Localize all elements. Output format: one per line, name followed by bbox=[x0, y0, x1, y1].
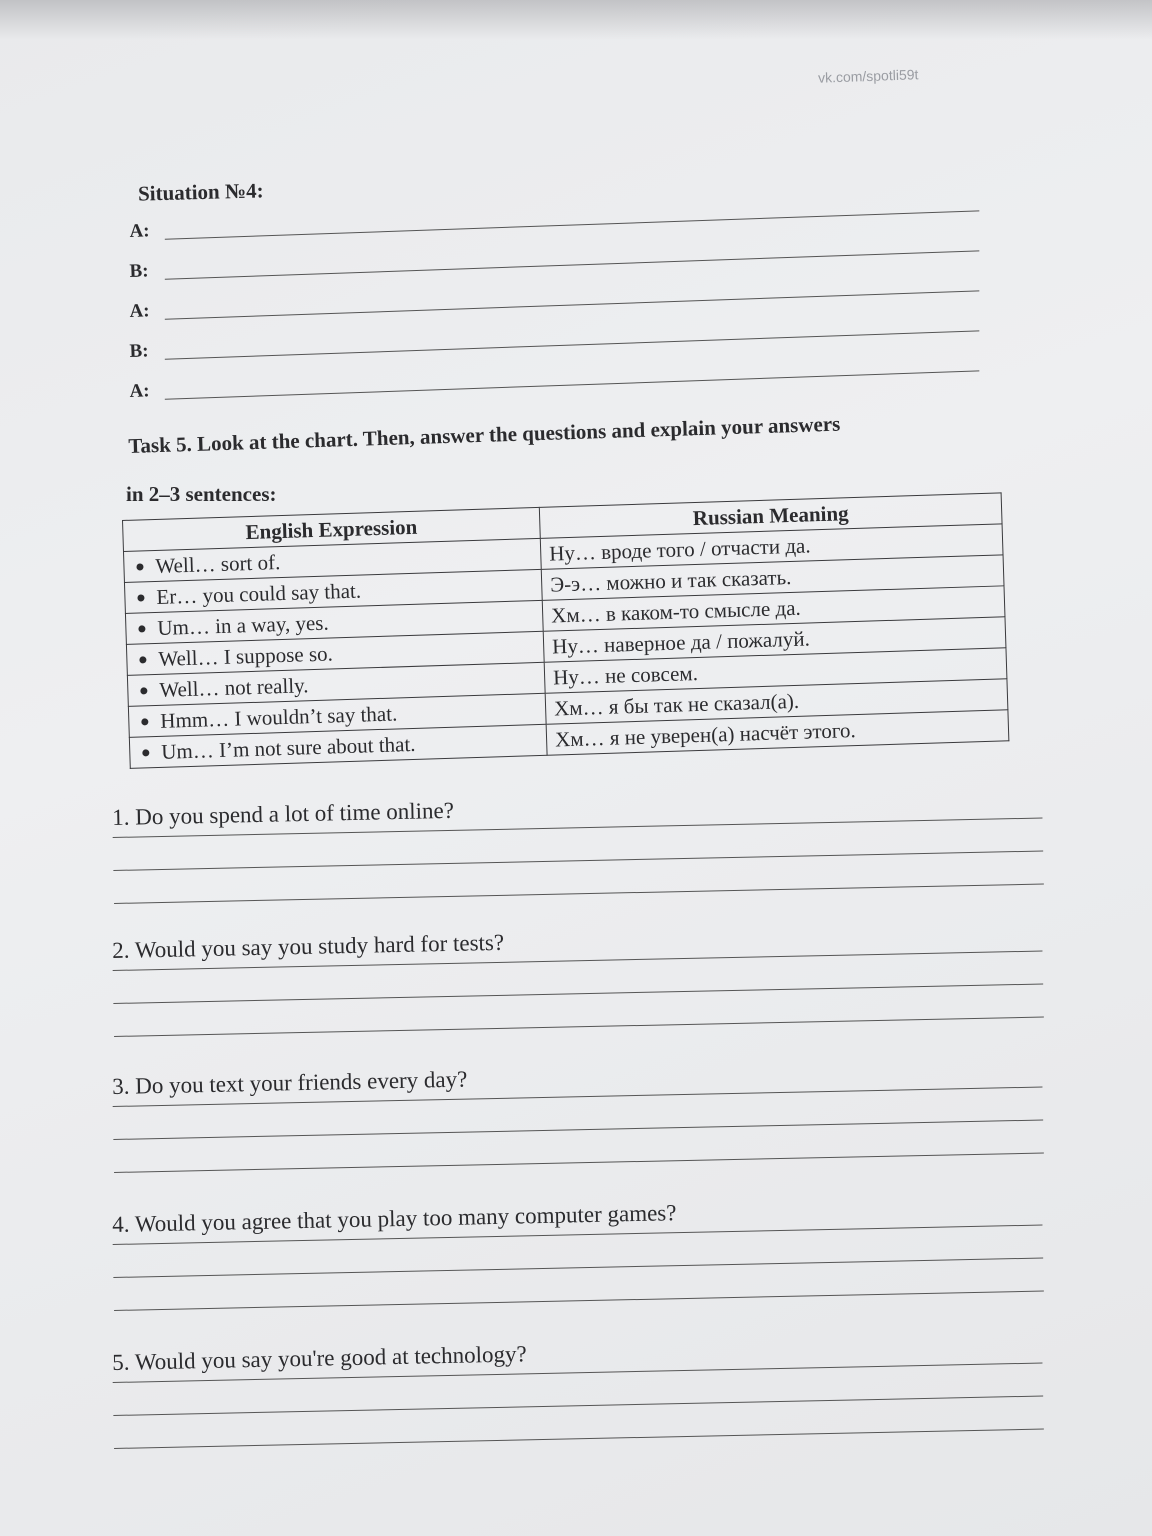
english-expression: Um… I’m not sure about that. bbox=[160, 731, 416, 764]
english-expression: Well… sort of. bbox=[155, 549, 281, 578]
question-text: 5. Would you say you're good at technology? bbox=[112, 1341, 527, 1375]
question-block bbox=[112, 1055, 1044, 1173]
bullet-icon bbox=[141, 718, 148, 725]
question-text: 3. Do you text your friends every day? bbox=[112, 1066, 468, 1099]
dialog-speaker: A: bbox=[129, 220, 150, 243]
bullet-icon bbox=[138, 625, 145, 632]
dialog-speaker: A: bbox=[129, 380, 150, 403]
dialog-speaker: B: bbox=[129, 340, 149, 363]
dialog-answer-line[interactable] bbox=[165, 370, 980, 399]
dialog-speaker: B: bbox=[129, 260, 149, 283]
page-shadow bbox=[0, 0, 1152, 40]
bullet-icon bbox=[139, 656, 146, 663]
russian-meaning: Ну… не совсем. bbox=[544, 648, 1007, 693]
bullet-icon bbox=[140, 687, 147, 694]
english-expression: Er… you could say that. bbox=[156, 578, 362, 609]
column-header-russian: Russian Meaning bbox=[539, 493, 1002, 538]
question-block bbox=[112, 1193, 1044, 1311]
task-instruction-continued: in 2–3 sentences: bbox=[126, 482, 277, 506]
bullet-icon bbox=[136, 563, 143, 570]
russian-meaning: Хм… я бы так не сказал(а). bbox=[545, 679, 1008, 724]
russian-meaning: Ну… вроде того / отчасти да. bbox=[540, 524, 1003, 569]
task-instruction: Task 5. Look at the chart. Then, answer the questions and explain your answers bbox=[128, 411, 841, 458]
situation-title: Situation №4: bbox=[137, 178, 264, 206]
russian-meaning: Э-э… можно и так сказать. bbox=[541, 555, 1004, 600]
watermark: vk.com/spotli59t bbox=[817, 66, 919, 86]
question-block bbox=[112, 919, 1044, 1037]
russian-meaning: Хм… в каком-то смысле да. bbox=[542, 586, 1005, 631]
expressions-chart bbox=[122, 492, 1009, 769]
russian-meaning: Ну… наверное да / пожалуй. bbox=[543, 617, 1006, 662]
russian-meaning: Хм… я не уверен(а) насчёт этого. bbox=[546, 710, 1009, 755]
column-header-english: English Expression bbox=[123, 507, 541, 551]
english-expression: Well… not really. bbox=[158, 672, 309, 702]
dialog-speaker: A: bbox=[129, 300, 150, 323]
question-text: 2. Would you say you study hard for tests? bbox=[112, 929, 505, 963]
english-expression: Well… I suppose so. bbox=[157, 640, 334, 671]
english-expression: Hmm… I wouldn’t say that. bbox=[159, 700, 398, 733]
question-block bbox=[112, 786, 1044, 904]
bullet-icon bbox=[142, 749, 149, 756]
question-text: 4. Would you agree that you play too many computer games? bbox=[112, 1200, 677, 1237]
english-expression: Um… in a way, yes. bbox=[157, 610, 329, 640]
question-block bbox=[112, 1331, 1044, 1449]
question-text: 1. Do you spend a lot of time online? bbox=[112, 797, 455, 830]
bullet-icon bbox=[137, 594, 144, 601]
